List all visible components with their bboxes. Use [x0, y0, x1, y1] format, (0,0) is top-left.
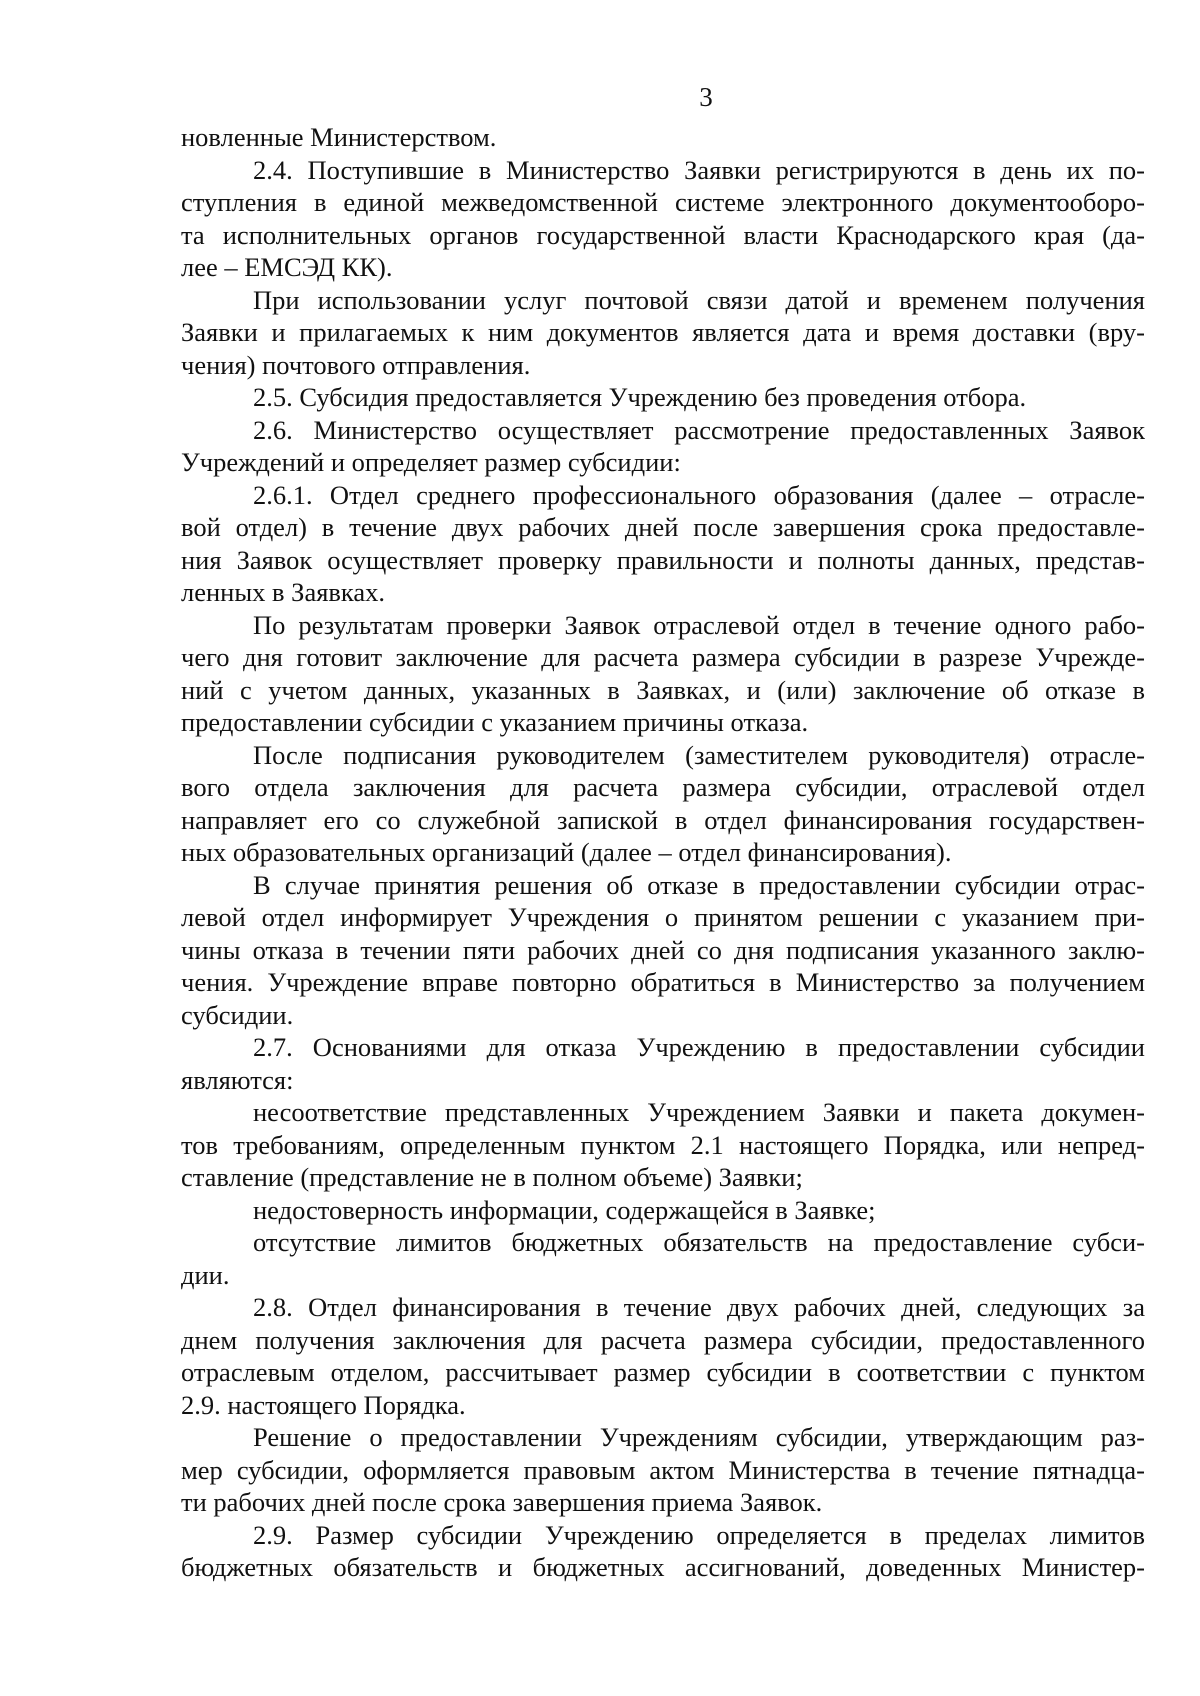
page-number: 3	[699, 82, 713, 112]
text-line: субсидии.	[181, 999, 294, 1030]
text-line: Решение о предоставлении Учреждениям субсидии, утверждающим раз-	[253, 1422, 1145, 1452]
text-line: чения. Учреждение вправе повторно обратиться в Министерство за получением	[181, 967, 1145, 997]
text-line: отраслевым отделом, рассчитывает размер субсидии в соответствии с пунктом	[181, 1357, 1145, 1387]
text-line: бюджетных обязательств и бюджетных ассигнований, доведенных Министер-	[181, 1552, 1145, 1582]
text-line: вого отдела заключения для расчета размера субсидии, отраслевой отдел	[181, 772, 1145, 802]
text-line: ленных в Заявках.	[181, 577, 386, 607]
paragraph	[181, 1096, 1145, 1194]
document-body	[181, 121, 1145, 1584]
paragraph	[181, 869, 1145, 1032]
text-line: ния Заявок осуществляет проверку правильности и полноты данных, представ-	[181, 544, 1145, 575]
text-line: ти рабочих дней после срока завершения приема Заявок.	[181, 1487, 823, 1517]
text-line: При использовании услуг почтовой связи датой и временем получения	[253, 284, 1145, 315]
text-line: 2.6. Министерство осуществляет рассмотрение предоставленных Заявок	[253, 414, 1145, 445]
text-line: та исполнительных органов государственной власти Краснодарского края (да-	[181, 219, 1145, 250]
text-line: направляет его со служебной запиской в отдел финансирования государствен-	[181, 804, 1145, 835]
paragraph	[181, 414, 1145, 479]
text-line: новленные Министерством.	[181, 122, 497, 152]
text-line: чения) почтового отправления.	[181, 349, 531, 380]
paragraph	[181, 1226, 1145, 1291]
text-line: чего дня готовит заключение для расчета размера субсидии в разрезе Учрежде-	[181, 642, 1145, 672]
paragraph	[181, 479, 1145, 609]
paragraph	[181, 1291, 1145, 1421]
paragraph	[181, 1519, 1145, 1584]
text-line: чины отказа в течении пяти рабочих дней со дня подписания указанного заклю-	[181, 934, 1145, 965]
text-line: предоставлении субсидии с указанием причины отказа.	[181, 707, 809, 737]
text-line: После подписания руководителем (заместителем руководителя) отрасле-	[253, 739, 1145, 770]
paragraph	[181, 381, 1145, 414]
text-line: вой отдел) в течение двух рабочих дней после завершения срока предоставле-	[181, 512, 1145, 542]
text-line: ний с учетом данных, указанных в Заявках, и (или) заключение об отказе в	[181, 674, 1145, 705]
text-line: отсутствие лимитов бюджетных обязательств на предоставление субси-	[253, 1227, 1145, 1257]
text-line: несоответствие представленных Учреждением Заявки и пакета докумен-	[253, 1097, 1145, 1127]
text-line: 2.6.1. Отдел среднего профессионального образования (далее – отрасле-	[253, 479, 1145, 510]
text-line: дии.	[181, 1259, 230, 1290]
paragraph	[181, 1194, 1145, 1227]
text-line: ступления в единой межведомственной системе электронного документооборо-	[181, 187, 1145, 217]
text-line: 2.5. Субсидия предоставляется Учреждению без проведения отбора.	[253, 382, 1027, 412]
text-line: днем получения заключения для расчета размера субсидии, предоставленного	[181, 1324, 1145, 1355]
text-line: 2.4. Поступившие в Министерство Заявки регистрируются в день их по-	[253, 154, 1145, 185]
text-line: 2.7. Основаниями для отказа Учреждению в предоставлении субсидии	[253, 1032, 1145, 1062]
text-line: тов требованиям, определенным пунктом 2.1 настоящего Порядка, или непред-	[181, 1129, 1145, 1160]
text-line: левой отдел информирует Учреждения о принятом решении с указанием при-	[181, 902, 1145, 932]
text-line: 2.9. Размер субсидии Учреждению определяется в пределах лимитов	[253, 1519, 1145, 1550]
text-line: недостоверность информации, содержащейся в Заявке;	[253, 1194, 876, 1225]
paragraph	[181, 609, 1145, 739]
paragraph	[181, 739, 1145, 869]
text-line: 2.9. настоящего Порядка.	[181, 1389, 466, 1420]
paragraph	[181, 1031, 1145, 1096]
text-line: В случае принятия решения об отказе в предоставлении субсидии отрас-	[253, 869, 1145, 900]
paragraph	[181, 284, 1145, 382]
text-line: Учреждений и определяет размер субсидии:	[181, 447, 681, 477]
text-line: Заявки и прилагаемых к ним документов является дата и время доставки (вру-	[181, 317, 1145, 347]
text-line: мер субсидии, оформляется правовым актом Министерства в течение пятнадца-	[181, 1454, 1145, 1485]
text-line: являются:	[181, 1064, 294, 1095]
text-line: лее – ЕМСЭД КК).	[181, 252, 393, 282]
text-line: ставление (представление не в полном объеме) Заявки;	[181, 1162, 803, 1192]
paragraph	[181, 121, 1145, 154]
text-line: По результатам проверки Заявок отраслевой отдел в течение одного рабо-	[253, 609, 1145, 640]
text-line: ных образовательных организаций (далее – отдел финансирования).	[181, 837, 952, 867]
text-line: 2.8. Отдел финансирования в течение двух рабочих дней, следующих за	[253, 1292, 1145, 1322]
paragraph	[181, 154, 1145, 284]
paragraph	[181, 1421, 1145, 1519]
